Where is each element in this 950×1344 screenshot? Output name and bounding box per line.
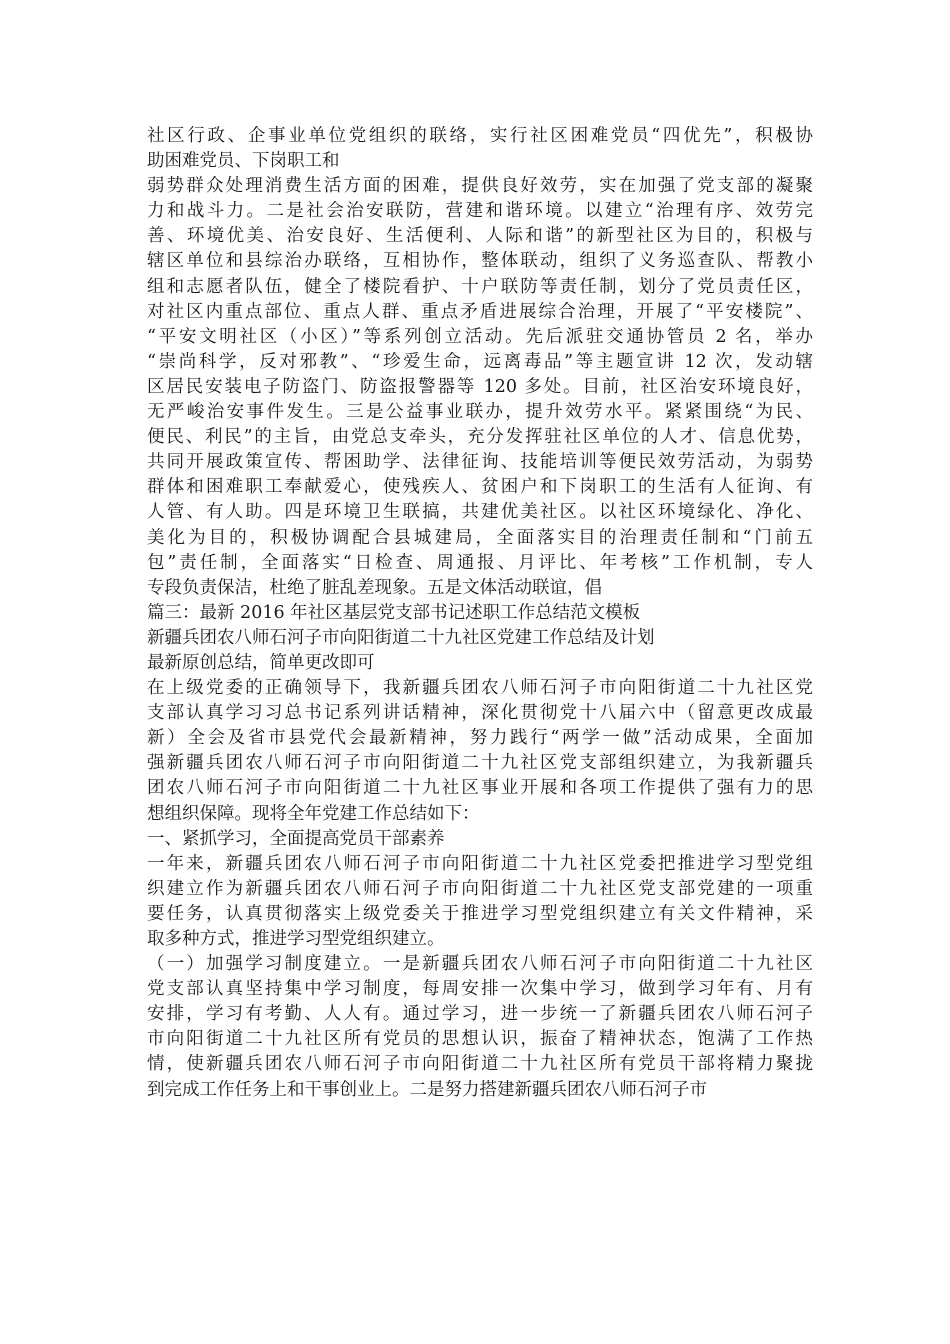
text-line: 新疆兵团农八师石河子市向阳街道二十九社区党建工作总结及计划 <box>147 627 655 648</box>
document-body <box>147 124 813 1103</box>
text-line: 到完成工作任务上和干事创业上。二是努力搭建新疆兵团农八师石河子市 <box>147 1079 707 1100</box>
text-line: 市向阳街道二十九社区所有党员的思想认识，振奋了精神状态，饱满了工作热 <box>147 1029 813 1050</box>
text-line: 强新疆兵团农八师石河子市向阳街道二十九社区党支部组织建立，为我新疆兵 <box>147 753 813 774</box>
text-line: 社区行政、企事业单位党组织的联络，实行社区困难党员“四优先”，积极协 <box>147 126 813 146</box>
text-line: 组和志愿者队伍，健全了楼院看护、十户联防等责任制，划分了党员责任区， <box>147 276 813 297</box>
text-line: “崇尚科学，反对邪教”、“珍爱生命，远离毒品”等主题宣讲 12 次，发动辖 <box>147 351 813 372</box>
text-line: 弱势群众处理消费生活方面的困难，提供良好效劳，实在加强了党支部的凝聚 <box>147 176 813 197</box>
text-line: 包”责任制，全面落实“日检查、周通报、月评比、年考核”工作机制，专人 <box>147 552 813 573</box>
text-line: 区居民安装电子防盗门、防盗报警器等 120 多处。目前，社区治安环境良好， <box>147 376 813 397</box>
text-line: 力和战斗力。二是社会治安联防，营建和谐环境。以建立“治理有序、效劳完 <box>147 201 813 222</box>
text-line: 专段负责保洁，杜绝了脏乱差现象。五是文体活动联谊，倡 <box>147 577 602 598</box>
text-line: 支部认真学习习总书记系列讲话精神，深化贯彻党十八届六中（留意更改成最 <box>147 703 813 724</box>
text-line: 要任务，认真贯彻落实上级党委关于推进学习型党组织建立有关文件精神，采 <box>147 903 813 924</box>
text-line: （一）加强学习制度建立。一是新疆兵团农八师石河子市向阳街道二十九社区 <box>147 954 813 975</box>
text-line: 助困难党员、下岗职工和 <box>147 151 340 172</box>
text-line: 想组织保障。现将全年党建工作总结如下： <box>147 803 480 824</box>
text-line: 美化为目的，积极协调配合县城建局，全面落实目的治理责任制和“门前五 <box>147 527 813 548</box>
text-line: 在上级党委的正确领导下，我新疆兵团农八师石河子市向阳街道二十九社区党 <box>147 678 813 699</box>
text-line: 善、环境优美、治安良好、生活便利、人际和谐”的新型社区为目的，积极与 <box>147 226 813 247</box>
text-line: 便民、利民”的主旨，由党总支牵头，充分发挥驻社区单位的人才、信息优势， <box>147 427 813 448</box>
text-line: 新）全会及省市县党代会最新精神，努力践行“两学一做”活动成果，全面加 <box>147 728 813 749</box>
text-line: 对社区内重点部位、重点人群、重点矛盾进展综合治理，开展了“平安楼院”、 <box>147 301 813 322</box>
text-line: 取多种方式，推进学习型党组织建立。 <box>147 929 445 949</box>
text-line: 群体和困难职工奉献爱心，使残疾人、贫困户和下岗职工的生活有人征询、有 <box>147 477 813 498</box>
text-line: 人管、有人助。四是环境卫生联搞，共建优美社区。以社区环境绿化、净化、 <box>147 502 813 523</box>
text-line: 共同开展政策宣传、帮困助学、法律征询、技能培训等便民效劳活动，为弱势 <box>147 452 813 473</box>
text-line: 一年来，新疆兵团农八师石河子市向阳街道二十九社区党委把推进学习型党组 <box>147 853 813 874</box>
text-line: 情，使新疆兵团农八师石河子市向阳街道二十九社区所有党员干部将精力聚拢 <box>147 1054 813 1075</box>
text-line: 辖区单位和县综治办联络，互相协作，整体联动，组织了义务巡查队、帮教小 <box>147 251 813 272</box>
text-line: 一、紧抓学习，全面提高党员干部素养 <box>147 828 445 849</box>
text-line: 无严峻治安事件发生。三是公益事业联办，提升效劳水平。紧紧围绕“为民、 <box>147 402 813 423</box>
text-line: 安排，学习有考勤、人人有。通过学习，进一步统一了新疆兵团农八师石河子 <box>147 1004 813 1025</box>
text-line: 团农八师石河子市向阳街道二十九社区事业开展和各项工作提供了强有力的思 <box>147 778 813 799</box>
text-line: 最新原创总结，简单更改即可 <box>147 652 375 673</box>
text-line: 党支部认真坚持集中学习制度，每周安排一次集中学习，做到学习年有、月有 <box>147 979 813 1000</box>
text-line: “平安文明社区（小区）”等系列创立活动。先后派驻交通协管员 2 名，举办 <box>147 326 813 347</box>
text-line: 织建立作为新疆兵团农八师石河子市向阳街道二十九社区党支部党建的一项重 <box>147 878 813 899</box>
text-line: 篇三：最新 2016 年社区基层党支部书记述职工作总结范文模板 <box>147 602 641 623</box>
